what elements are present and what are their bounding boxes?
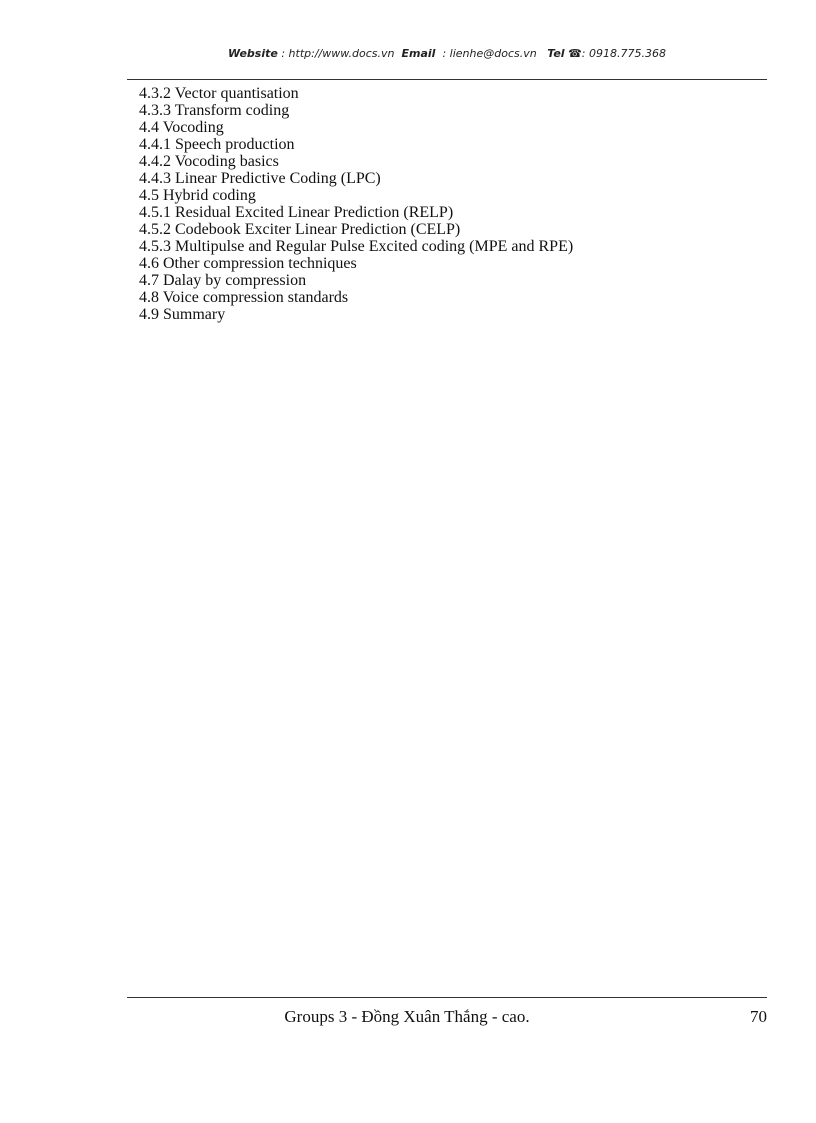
email-value: : lienhe@docs.vn [442, 47, 537, 60]
website-label: Website [228, 47, 278, 60]
footer-text: Groups 3 - Đồng Xuân Thắng - cao. [284, 1007, 530, 1026]
toc-item: 4.6 Other compression techniques [139, 255, 357, 272]
page-header [127, 47, 767, 60]
website-value: : http://www.docs.vn [281, 47, 395, 60]
header-divider [127, 79, 767, 80]
toc-item: 4.4.1 Speech production [139, 136, 295, 153]
toc-item: 4.5.2 Codebook Exciter Linear Prediction (CELP) [139, 221, 461, 238]
toc-item: 4.5.3 Multipulse and Regular Pulse Excited coding (MPE and RPE) [139, 238, 574, 255]
toc-item: 4.3.2 Vector quantisation [139, 85, 299, 102]
toc-item: 4.5.1 Residual Excited Linear Prediction (RELP) [139, 204, 454, 221]
tel-value: : 0918.775.368 [581, 47, 666, 60]
email-label: Email [401, 47, 436, 60]
page-number: 70 [750, 1007, 767, 1026]
toc-item: 4.4.2 Vocoding basics [139, 153, 279, 170]
footer-divider [127, 997, 767, 998]
tel-label: Tel [547, 47, 565, 60]
phone-icon: ☎ [568, 47, 582, 60]
toc-item: 4.7 Dalay by compression [139, 272, 307, 289]
toc-item: 4.3.3 Transform coding [139, 102, 290, 119]
toc-item: 4.5 Hybrid coding [139, 187, 256, 204]
toc-item: 4.4 Vocoding [139, 119, 224, 136]
table-of-contents [139, 85, 573, 323]
toc-item: 4.9 Summary [139, 306, 226, 323]
toc-item: 4.8 Voice compression standards [139, 289, 349, 306]
toc-item: 4.4.3 Linear Predictive Coding (LPC) [139, 170, 381, 187]
